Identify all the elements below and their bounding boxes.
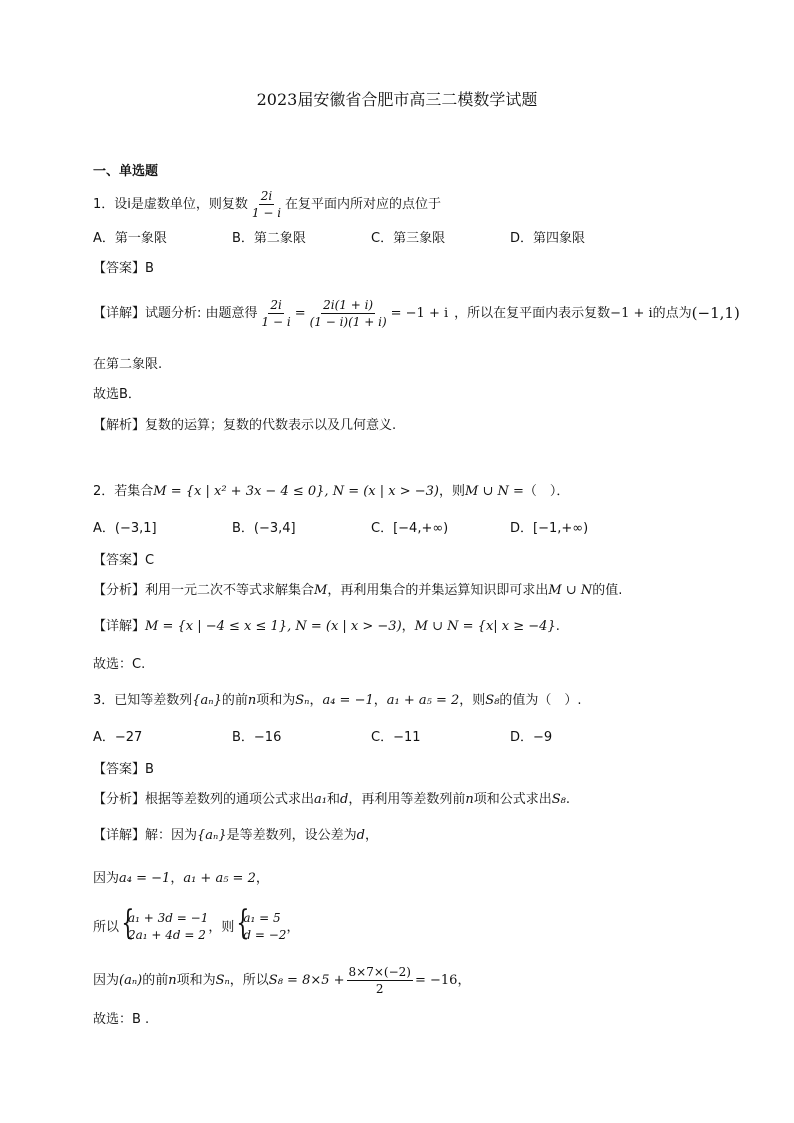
q3-analysis-and: 和 [327,792,341,807]
q3-sum-mid1: 的前 [142,973,169,988]
q1-frac-num: 2i [260,189,273,203]
q1-jiexi-text: 复数的运算；复数的代数表示以及几何意义. [145,418,397,433]
q3-stem-mid2: 项和为 [256,693,296,708]
q3-sum-fraction [347,965,413,996]
q3-analysis-mid2: 项和公式求出 [473,792,552,807]
document-title: 2023届安徽省合肥市高三二模数学试题 [256,90,538,109]
q1-detail-frac1-num: 2i [270,298,282,312]
q3-because-tail: ， [255,871,269,886]
q3-system-1-eq2: 2a₁ + 4d = 2 [128,928,206,942]
q3-analysis-n: n [465,792,474,807]
q2-analysis [93,584,622,597]
q3-stem-S8: S₈ [485,693,500,708]
detail-label: 【详解】 [93,619,146,634]
q3-sum-Sn: Sₙ [215,973,230,988]
q2-stem-math: M = {x | x² + 3x − 4 ≤ 0}, N = (x | x > −3) [153,484,439,499]
q3-sum-n: n [168,973,177,988]
q1-detail-frac2 [308,298,389,329]
q3-detail-tail: ， [364,828,378,843]
q2-analysis-mid: ，再利用集合的并集运算知识即可求出 [327,583,549,598]
equals-sign: = [294,306,306,321]
q3-so-mid: ，则 [208,919,235,935]
q3-sum-frac-num: 8×7×(−2) [348,965,411,979]
q1-stem-text: 1．设i是虚数单位，则复数 [93,197,248,212]
q3-detail [93,829,378,842]
q2-conclusion: 故选：C. [93,657,146,672]
q3-stem-mid3: ，则 [459,693,486,708]
q3-sum-line [93,965,470,996]
q1-detail-frac1-den: 1 − i [261,315,291,329]
q2-stem-mid: ，则 [439,484,466,499]
q3-stem-text: 3．已知等差数列 [93,693,193,708]
q3-system-1-eq1: { a₁ + 3d = −1 [128,911,209,925]
q3-system-2-eq2: d = −2 [243,928,287,942]
q3-system-1 [119,910,208,944]
question-2-stem [93,485,569,498]
q3-detail-mid: 是等差数列，设公差为 [226,828,357,843]
q1-detail-mid2: 的点为 [652,306,692,321]
q3-stem-n: n [247,693,257,708]
q1-detail-mid: ，所以在复平面内表示复数 [454,306,611,321]
q2-option-d: D．[−1,+∞) [510,521,589,536]
detail-label: 【详解】 [93,828,146,843]
q3-stem-seq: {aₙ} [192,693,222,708]
q3-analysis-text: 根据等差数列的通项公式求出 [145,792,315,807]
q1-stem-tail: 在复平面内所对应的点位于 [285,197,442,212]
q3-sum-frac-den: 2 [375,982,384,996]
q1-detail-result: = −1 + i [390,306,449,321]
section-heading: 一、单选题 [93,164,159,179]
q2-analysis-set: M [314,583,328,598]
q1-detail-frac2-den: (1 − i)(1 + i) [309,315,387,329]
analysis-label: 【分析】 [93,792,146,807]
q3-sum-result: = −16 [414,973,458,988]
q2-detail-math1: M = {x | −4 ≤ x ≤ 1}, N = (x | x > −3) [145,619,402,634]
q3-analysis-tail: . [565,792,571,807]
answer-value: B [145,762,154,777]
q2-detail-math2: M ∪ N = {x| x ≥ −4} [414,619,556,634]
q2-answer [93,554,154,567]
q2-stem-tail: （ ）． [523,484,570,499]
q1-conclusion: 故选B． [93,387,141,402]
q3-stem-Sn: Sₙ [295,693,310,708]
q3-sum-seq: (aₙ) [119,973,143,988]
q1-detail-frac1 [260,298,293,329]
q1-jiexi [93,419,396,432]
q3-because-text: 因为 [93,871,120,886]
q3-sum-tail: ， [457,973,471,988]
q2-option-b: B．(−3,4] [232,521,296,536]
q1-option-b: B．第二象限 [232,231,306,246]
q3-stem-comma1: ， [309,693,323,708]
answer-label: 【答案】 [93,261,146,276]
q3-system-2-eq1: { a₁ = 5 [243,911,281,925]
q1-option-c: C．第三象限 [371,231,446,246]
q3-sum-formula: S₈ = 8×5 + [268,973,345,988]
q3-so-tail: ， [286,919,300,935]
q3-because-comma: ， [170,871,184,886]
q3-detail-seq: {aₙ} [197,828,227,843]
analysis-label: 【分析】 [93,583,146,598]
q3-because-a4: a₄ = −1 [119,871,171,886]
q2-analysis-tail: 的值. [592,583,623,598]
q2-stem-union: M ∪ N = [465,484,524,499]
q3-analysis-mid: ，再利用等差数列前 [348,792,466,807]
q3-sum-mid3: ，所以 [229,973,269,988]
answer-label: 【答案】 [93,553,146,568]
q3-analysis-d: d [340,792,349,807]
q1-detail-complex: −1 + i [610,306,653,321]
q3-because-sum: a₁ + a₅ = 2 [183,871,256,886]
q3-analysis [93,793,570,806]
q1-detail-point: (−1,1) [691,304,740,322]
question-1-stem [93,189,441,220]
answer-value: B [145,261,154,276]
q3-so-text: 所以 [93,919,120,935]
q1-option-d: D．第四象限 [510,231,586,246]
q2-analysis-text: 利用一元二次不等式求解集合 [145,583,315,598]
q2-option-c: C．[−4,+∞) [371,521,449,536]
q3-detail-d: d [356,828,365,843]
question-3-stem [93,694,582,707]
q3-conclusion: 故选：B . [93,1012,150,1027]
answer-label: 【答案】 [93,762,146,777]
q1-option-a: A．第一象限 [93,231,167,246]
q3-stem-tail: 的值为（ ）. [499,693,582,708]
q3-stem-mid1: 的前 [221,693,248,708]
q3-option-b: B．−16 [232,730,282,745]
q2-analysis-union: M ∪ N [548,583,593,598]
q2-stem-text: 2．若集合 [93,484,154,499]
q3-option-d: D．−9 [510,730,553,745]
answer-value: C [145,553,155,568]
jiexi-label: 【解析】 [93,418,146,433]
q3-option-a: A．−27 [93,730,143,745]
q3-analysis-a1: a₁ [314,792,327,807]
q1-frac-den: 1 − i [251,206,282,220]
q3-analysis-S8: S₈ [551,792,566,807]
q1-answer [93,262,154,275]
q3-option-c: C．−11 [371,730,421,745]
q3-system-2 [234,910,286,944]
q3-because-line [93,872,269,885]
q3-answer [93,763,154,776]
q2-detail-tail: . [555,619,560,634]
q3-stem-a4: a₄ = −1 [322,693,374,708]
q3-detail-text: 解：因为 [145,828,198,843]
q1-detail-frac2-num: 2i(1 + i) [323,298,374,312]
q2-detail-sep: ， [401,619,415,634]
q1-detail-line2: 在第二象限. [93,357,163,372]
q1-detail-text: 试题分析: 由题意得 [145,306,258,321]
detail-label: 【详解】 [93,306,146,321]
q3-stem-sum: a₁ + a₅ = 2 [386,693,460,708]
q2-option-a: A．(−3,1] [93,521,157,536]
q3-sum-mid2: 项和为 [176,973,216,988]
q1-detail [93,298,740,329]
q2-detail [93,620,560,633]
q3-system-line [93,910,299,944]
q3-stem-comma2: ， [373,693,387,708]
q1-fraction [250,189,283,220]
q3-sum-text: 因为 [93,973,120,988]
